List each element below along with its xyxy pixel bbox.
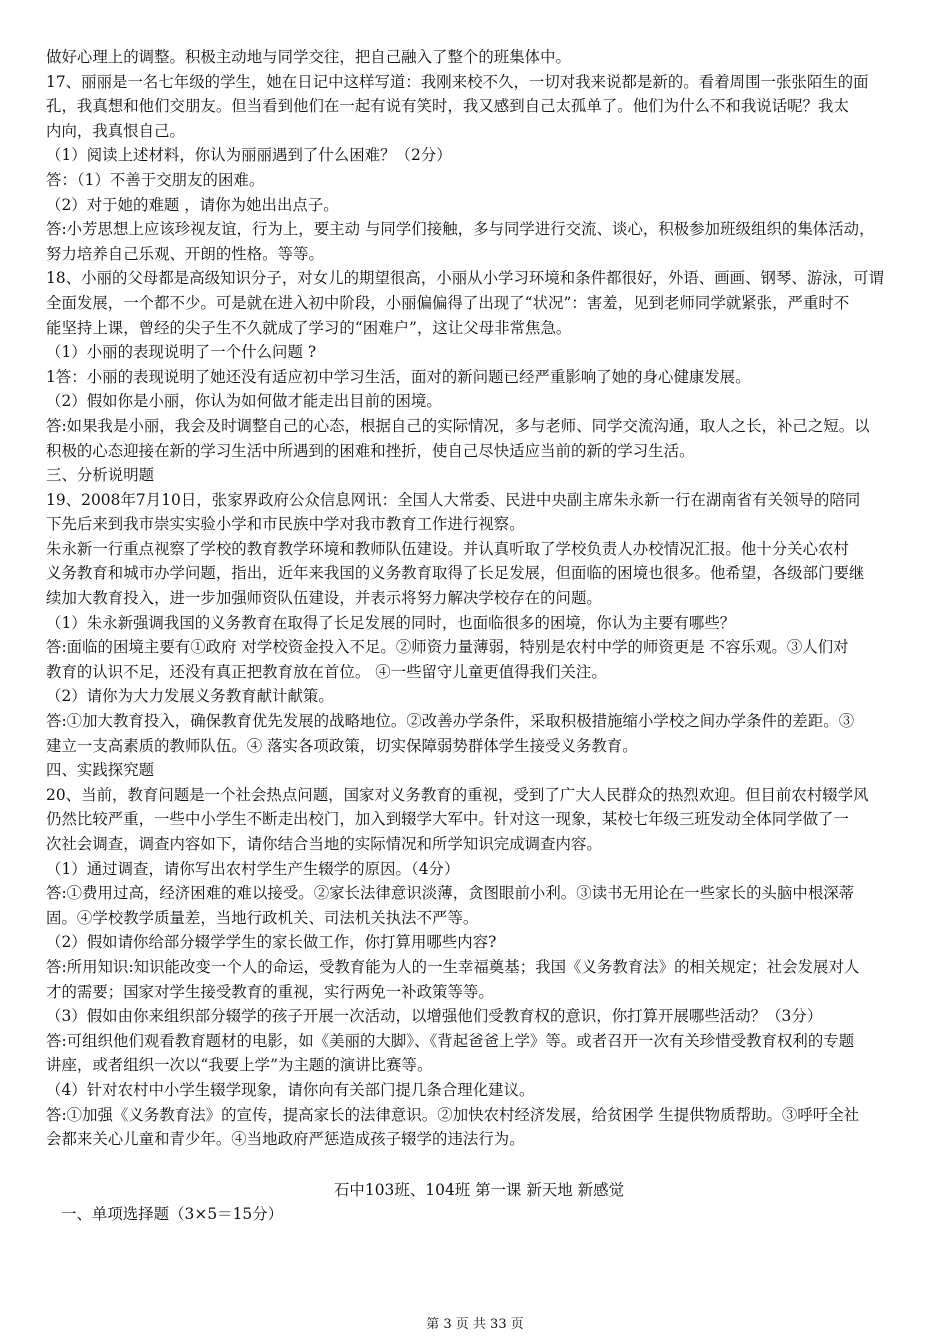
- text-line: 仍然比较严重，一些中小学生不断走出校门，加入到辍学大军中。针对这一现象，某校七年级三班发动全体同学做了一: [46, 810, 849, 829]
- text-line: 积极的心态迎接在新的学习生活中所遇到的困难和挫折，使自己尽快适应当前的新的学习生活。: [46, 441, 695, 460]
- page-footer: 第 3 页 共 33 页: [426, 1317, 524, 1332]
- text-line: 建立一支高素质的教师队伍。④ 落实各项政策，切实保障弱势群体学生接受义务教育。: [46, 736, 638, 755]
- text-line: 会都来关心儿童和青少年。④当地政府严惩造成孩子辍学的违法行为。: [46, 1130, 525, 1149]
- sub-question: （3）假如由你来组织部分辍学的孩子开展一次活动，以增强他们受教育权的意识，你打算开展哪些活动？（3分）: [46, 1007, 823, 1026]
- answer-line: 答:①费用过高，经济困难的难以接受。②家长法律意识淡薄，贪图眼前小利。③读书无用论在一些家长的头脑中根深蒂: [46, 884, 855, 903]
- text-line: 做好心理上的调整。积极主动地与同学交往，把自己融入了整个的班集体中。: [46, 48, 571, 66]
- answer-line: 答:可组织他们观看教育题材的电影，如《美丽的大脚》、《背起爸爸上学》等。或者召开一次有关珍惜受教育权利的专题: [46, 1031, 855, 1050]
- text-line: 努力培养自己乐观、开朗的性格。等等。: [46, 244, 324, 263]
- question-18: 18、小丽的父母都是高级知识分子，对女儿的期望很高，小丽从小学习环境和条件都很好，外语、画画、钢琴、游泳，可谓: [46, 269, 885, 288]
- sub-question: （2）请你为大力发展义务教育献计献策。: [46, 687, 334, 706]
- next-section-title: 石中103班、104班 第一课 新天地 新感觉: [333, 1180, 625, 1199]
- answer-line: 答:小芳思想上应该珍视友谊，行为上，要主动 与同学们接触，多与同学进行交流、谈心，积极参加班级组织的集体活动，: [46, 220, 875, 239]
- next-section-heading: 一、单项选择题（3×5＝15分）: [61, 1205, 284, 1224]
- question-19: 19、2008年7月10日，张家界政府公众信息网讯：全国人大常委、民进中央副主席朱永新一行在湖南省有关领导的陪同: [46, 490, 861, 509]
- section-heading: 四、实践探究题: [46, 761, 155, 780]
- text-line: 全面发展，一个都不少。可是就在进入初中阶段，小丽偏偏得了出现了“状况”：害羞，见到老师同学就紧张，严重时不: [46, 293, 850, 312]
- answer-line: 答:面临的困境主要有①政府 对学校资金投入不足。②师资力量薄弱，特别是农村中学的师资更是 不容乐观。③人们对: [46, 638, 849, 657]
- text-line: 固。④学校教学质量差，当地行政机关、司法机关执法不严等。: [46, 908, 479, 927]
- answer-line: 答：（1）不善于交朋友的困难。: [46, 170, 265, 189]
- sub-question: （1）小丽的表现说明了一个什么问题 ?: [46, 343, 317, 362]
- sub-question: （4）针对农村中小学生辍学现象，请你向有关部门提几条合理化建议。: [46, 1080, 535, 1099]
- text-line: 才的需要；国家对学生接受教育的重视，实行两免一补政策等等。: [46, 982, 494, 1001]
- question-20: 20、当前，教育问题是一个社会热点问题，国家对义务教育的重视，受到了广大人民群众的热烈欢迎。但目前农村辍学风: [46, 785, 869, 804]
- text-line: 下先后来到我市崇实实验小学和市民族中学对我市教育工作进行视察。: [46, 515, 525, 534]
- answer-line: 答:如果我是小丽，我会及时调整自己的心态，根据自己的实际情况，多与老师、同学交流沟通，取人之长，补己之短。以: [46, 416, 870, 435]
- answer-line: 答:①加强《义务教育法》的宣传，提高家长的法律意识。②加快农村经济发展，给贫困学 生提供物质帮助。③呼吁全社: [46, 1105, 860, 1124]
- text-line: 能坚持上课，曾经的尖子生不久就成了学习的“困难户”，这让父母非常焦急。: [46, 318, 572, 337]
- question-17: 17、丽丽是一名七年级的学生，她在日记中这样写道：我刚来校不久，一切对我来说都是新的。看着周围一张张陌生的面: [46, 72, 869, 91]
- answer-line: 答:所用知识:知识能改变一个人的命运，受教育能为人的一生幸福奠基；我国《义务教育法》的相关规定；社会发展对人: [46, 957, 860, 976]
- text-line: 讲座，或者组织一次以“我要上学”为主题的演讲比赛等。: [46, 1056, 433, 1075]
- document-body: [46, 45, 912, 1227]
- answer-line: 1答：小丽的表现说明了她还没有适应初中学习生活，面对的新问题已经严重影响了她的身心健康发展。: [46, 367, 751, 386]
- sub-question: （1）阅读上述材料，你认为丽丽遇到了什么困难？（2分）: [46, 146, 452, 165]
- text-line: 朱永新一行重点视察了学校的教育教学环境和教师队伍建设。并认真听取了学校负责人办校情况汇报。他十分关心农村: [46, 539, 849, 558]
- text-line: 续加大教育投入，进一步加强师资队伍建设，并表示将努力解决学校存在的问题。: [46, 589, 602, 608]
- section-heading: 三、分析说明题: [46, 466, 155, 485]
- sub-question: （2）假如请你给部分辍学学生的家长做工作，你打算用哪些内容?: [46, 933, 497, 952]
- sub-question: （2）对于她的难题 ，请你为她出出点子。: [46, 195, 339, 214]
- text-line: 孔，我真想和他们交朋友。但当看到他们在一起有说有笑时，我又感到自己太孤单了。他们为什么不和我说话呢？我太: [46, 97, 849, 116]
- text-line: 义务教育和城市办学问题，指出，近年来我国的义务教育取得了长足发展，但面临的困境也很多。他希望，各级部门要继: [46, 564, 865, 583]
- text-line: 次社会调查，调查内容如下，请你结合当地的实际情况和所学知识完成调查内容。: [46, 835, 602, 853]
- text-line: 内向，我真恨自己。: [46, 121, 185, 140]
- sub-question: （1）通过调查，请你写出农村学生产生辍学的原因。（4分）: [46, 859, 460, 878]
- sub-question: （1）朱永新强调我国的义务教育在取得了长足发展的同时，也面临很多的困境，你认为主要有哪些？: [46, 613, 736, 632]
- sub-question: （2）假如你是小丽，你认为如何做才能走出目前的困境。: [46, 392, 442, 411]
- answer-line: 答:①加大教育投入，确保教育优先发展的战略地位。②改善办学条件，采取积极措施缩小学校之间办学条件的差距。③: [46, 712, 855, 731]
- text-line: 教育的认识不足，还没有真正把教育放在首位。 ④一些留守儿童更值得我们关注。: [46, 662, 607, 681]
